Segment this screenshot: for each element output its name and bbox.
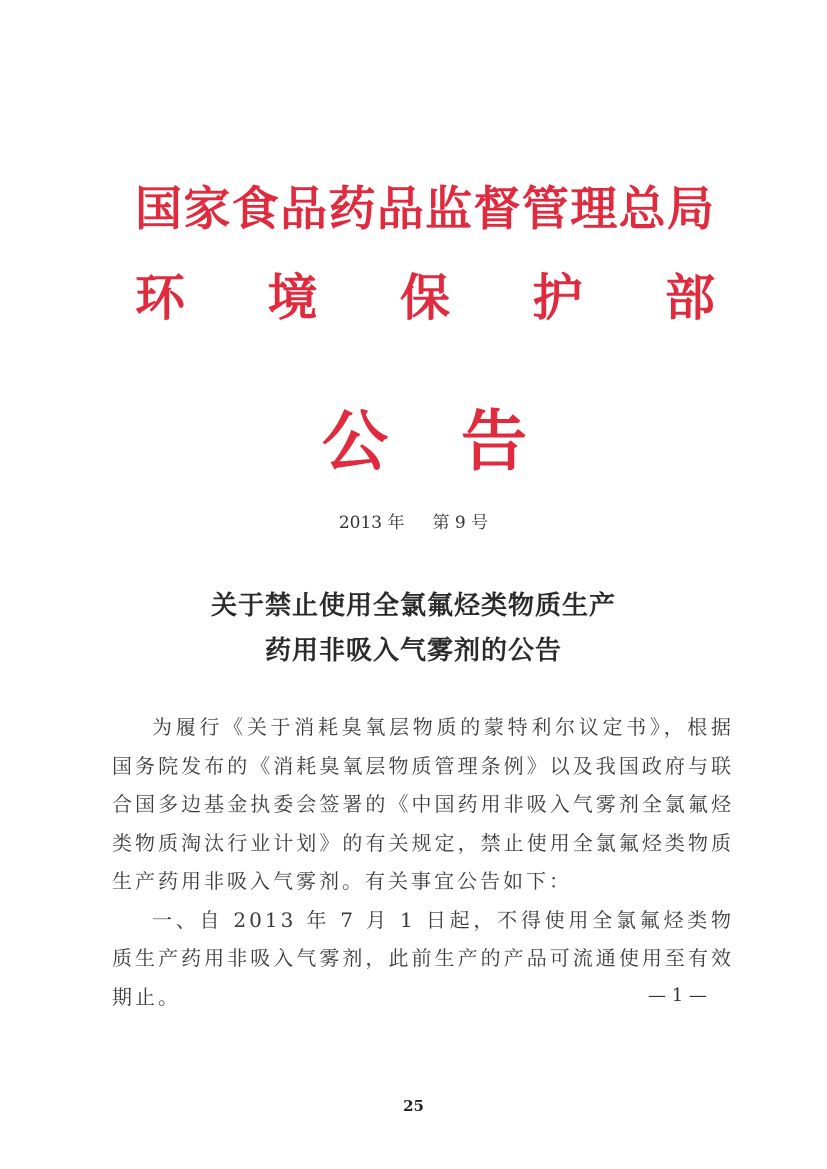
document-serial: 第 9 号 (432, 513, 489, 533)
agency-2-char: 境 (267, 268, 318, 327)
agency-2-char: 环 (135, 268, 185, 327)
body-paragraph: 一、自 2013 年 7 月 1 日起，不得使用全氯氟烃类物质生产药用非吸入气雾剂，此前生产的产品可流通使用至有效期止。 (112, 907, 734, 1009)
agency-2-char: 护 (532, 268, 583, 327)
notice-char: 告 (461, 402, 527, 480)
notice-char: 公 (322, 402, 388, 480)
document-year: 2013 年 (338, 513, 405, 533)
page-number-mark: — 1 — (648, 985, 707, 1006)
issuing-agency-2 (135, 258, 715, 330)
document-title-line-1: 关于禁止使用全氯氟烃类物质生产 (210, 591, 616, 621)
agency-2-char: 保 (400, 268, 450, 327)
issuing-agency-1: 国家食品药品监督管理总局 (135, 182, 715, 237)
document-title-line-2: 药用非吸入气雾剂的公告 (264, 636, 562, 666)
document-number (0, 508, 827, 533)
document-body (112, 708, 734, 1016)
agency-2-char: 部 (665, 268, 715, 327)
folio-number: 25 (403, 1097, 424, 1115)
notice-heading (322, 388, 527, 483)
body-paragraph: 为履行《关于消耗臭氧层物质的蒙特利尔议定书》，根据国务院发布的《消耗臭氧层物质管理条例》以及我国政府与联合国多边基金执委会签署的《中国药用非吸入气雾剂全氯氟烃类物质淘汰行业计划》的有关规定，禁止使用全氯氟烃类物质生产药用非吸入气雾剂。有关事宜公告如下： (112, 715, 734, 893)
